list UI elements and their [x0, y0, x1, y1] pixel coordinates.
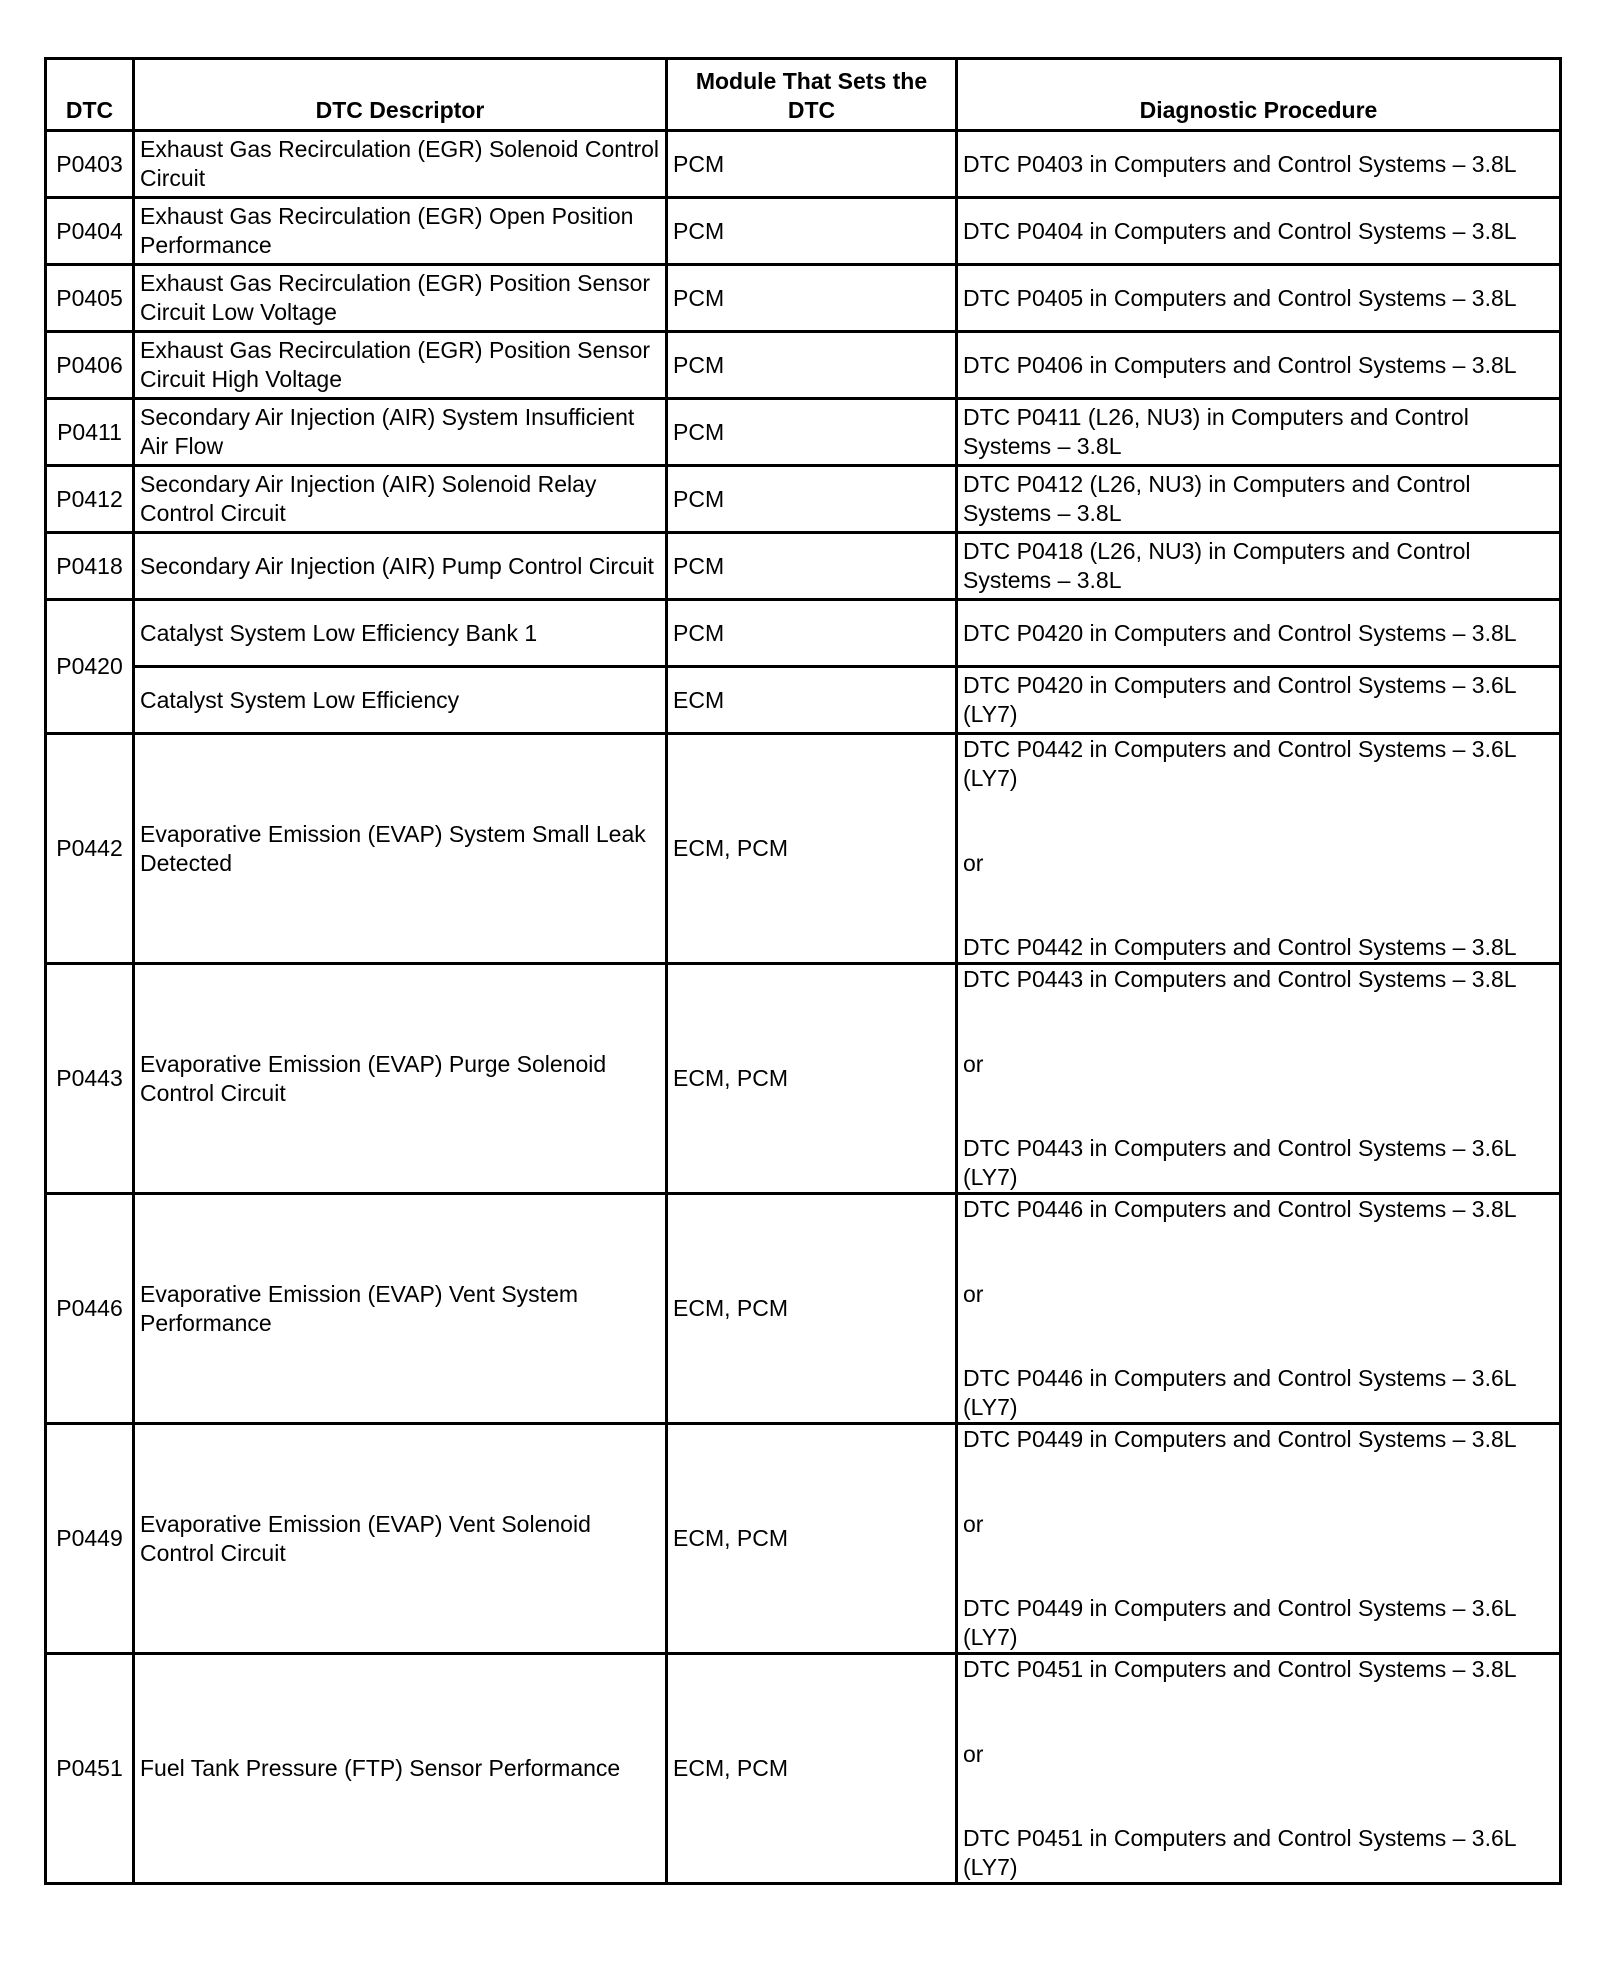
- dtc-code: P0451: [46, 1654, 134, 1884]
- dtc-module: PCM: [667, 533, 957, 600]
- dtc-code: P0404: [46, 198, 134, 265]
- header-descriptor: DTC Descriptor: [134, 59, 667, 131]
- header-procedure: Diagnostic Procedure: [957, 59, 1561, 131]
- diagnostic-procedure: DTC P0418 (L26, NU3) in Computers and Control Systems – 3.8L: [957, 533, 1561, 600]
- procedure-option: DTC P0451 in Computers and Control Systems – 3.8L: [963, 1656, 1517, 1682]
- table-row: [46, 131, 1561, 198]
- table-header: [46, 59, 1561, 131]
- dtc-descriptor: Evaporative Emission (EVAP) System Small Leak Detected: [134, 734, 667, 964]
- diagnostic-procedure: DTC P0420 in Computers and Control Systems – 3.6L (LY7): [957, 667, 1561, 734]
- table-row: [46, 265, 1561, 332]
- procedure-option: DTC P0442 in Computers and Control Systems – 3.6L (LY7): [963, 736, 1516, 791]
- dtc-code: P0403: [46, 131, 134, 198]
- dtc-descriptor: Exhaust Gas Recirculation (EGR) Position Sensor Circuit High Voltage: [134, 332, 667, 399]
- procedure-option: DTC P0443 in Computers and Control Systems – 3.8L: [963, 966, 1517, 992]
- diagnostic-procedure: [957, 1194, 1561, 1424]
- dtc-module: ECM: [667, 667, 957, 734]
- dtc-code: P0442: [46, 734, 134, 964]
- dtc-descriptor: Secondary Air Injection (AIR) Pump Control Circuit: [134, 533, 667, 600]
- dtc-module: ECM, PCM: [667, 1194, 957, 1424]
- dtc-code: P0418: [46, 533, 134, 600]
- header-dtc: DTC: [46, 59, 134, 131]
- dtc-module: PCM: [667, 399, 957, 466]
- table-row: [46, 533, 1561, 600]
- procedure-or: or: [963, 1280, 984, 1307]
- table-row: [46, 600, 1561, 667]
- procedure-or: or: [963, 849, 984, 876]
- dtc-code: P0420: [46, 600, 134, 734]
- table-row: [46, 1424, 1561, 1654]
- procedure-option: DTC P0446 in Computers and Control Systems – 3.6L (LY7): [963, 1365, 1516, 1420]
- diagnostic-procedure: [957, 964, 1561, 1194]
- diagnostic-procedure: DTC P0420 in Computers and Control Systems – 3.8L: [957, 600, 1561, 667]
- dtc-module: ECM, PCM: [667, 734, 957, 964]
- procedure-or: or: [963, 1050, 984, 1077]
- dtc-module: ECM, PCM: [667, 964, 957, 1194]
- table-row: [46, 734, 1561, 964]
- dtc-module: ECM, PCM: [667, 1654, 957, 1884]
- dtc-descriptor: Exhaust Gas Recirculation (EGR) Open Position Performance: [134, 198, 667, 265]
- dtc-code: P0443: [46, 964, 134, 1194]
- dtc-module: PCM: [667, 265, 957, 332]
- diagnostic-procedure: DTC P0403 in Computers and Control Systems – 3.8L: [957, 131, 1561, 198]
- dtc-descriptor: Fuel Tank Pressure (FTP) Sensor Performance: [134, 1654, 667, 1884]
- table-row: [46, 1654, 1561, 1884]
- dtc-code: P0411: [46, 399, 134, 466]
- dtc-descriptor: Catalyst System Low Efficiency Bank 1: [134, 600, 667, 667]
- header-module: Module That Sets the DTC: [667, 59, 957, 131]
- dtc-module: PCM: [667, 332, 957, 399]
- dtc-module: PCM: [667, 466, 957, 533]
- procedure-option: DTC P0449 in Computers and Control Systems – 3.6L (LY7): [963, 1595, 1516, 1650]
- dtc-descriptor: Secondary Air Injection (AIR) System Insufficient Air Flow: [134, 399, 667, 466]
- table-row: [46, 466, 1561, 533]
- table-row: [46, 198, 1561, 265]
- diagnostic-procedure: DTC P0411 (L26, NU3) in Computers and Control Systems – 3.8L: [957, 399, 1561, 466]
- diagnostic-procedure: DTC P0412 (L26, NU3) in Computers and Control Systems – 3.8L: [957, 466, 1561, 533]
- dtc-descriptor: Exhaust Gas Recirculation (EGR) Solenoid Control Circuit: [134, 131, 667, 198]
- header-row: [46, 59, 1561, 131]
- procedure-option: DTC P0443 in Computers and Control Systems – 3.6L (LY7): [963, 1135, 1516, 1190]
- dtc-descriptor: Secondary Air Injection (AIR) Solenoid Relay Control Circuit: [134, 466, 667, 533]
- diagnostic-procedure: DTC P0404 in Computers and Control Systems – 3.8L: [957, 198, 1561, 265]
- table-row: [46, 399, 1561, 466]
- diagnostic-procedure: [957, 734, 1561, 964]
- table-row: [46, 667, 1561, 734]
- dtc-code: P0405: [46, 265, 134, 332]
- dtc-descriptor: Evaporative Emission (EVAP) Vent Solenoid Control Circuit: [134, 1424, 667, 1654]
- dtc-descriptor: Evaporative Emission (EVAP) Purge Solenoid Control Circuit: [134, 964, 667, 1194]
- procedure-option: DTC P0449 in Computers and Control Systems – 3.8L: [963, 1426, 1517, 1452]
- procedure-or: or: [963, 1740, 984, 1767]
- table-row: [46, 964, 1561, 1194]
- dtc-module: PCM: [667, 131, 957, 198]
- diagnostic-procedure: DTC P0405 in Computers and Control Systems – 3.8L: [957, 265, 1561, 332]
- diagnostic-procedure: [957, 1654, 1561, 1884]
- dtc-descriptor: Evaporative Emission (EVAP) Vent System Performance: [134, 1194, 667, 1424]
- dtc-code: P0446: [46, 1194, 134, 1424]
- dtc-module: PCM: [667, 600, 957, 667]
- table-row: [46, 1194, 1561, 1424]
- dtc-code: P0412: [46, 466, 134, 533]
- diagnostic-procedure: DTC P0406 in Computers and Control Systems – 3.8L: [957, 332, 1561, 399]
- dtc-code: P0449: [46, 1424, 134, 1654]
- dtc-module: ECM, PCM: [667, 1424, 957, 1654]
- dtc-descriptor: Catalyst System Low Efficiency: [134, 667, 667, 734]
- procedure-or: or: [963, 1510, 984, 1537]
- table-row: [46, 332, 1561, 399]
- dtc-table: [44, 57, 1562, 1885]
- dtc-code: P0406: [46, 332, 134, 399]
- procedure-option: DTC P0451 in Computers and Control Systems – 3.6L (LY7): [963, 1825, 1516, 1880]
- procedure-option: DTC P0442 in Computers and Control Systems – 3.8L: [963, 934, 1517, 960]
- table-body: [46, 131, 1561, 1884]
- dtc-module: PCM: [667, 198, 957, 265]
- diagnostic-procedure: [957, 1424, 1561, 1654]
- procedure-option: DTC P0446 in Computers and Control Systems – 3.8L: [963, 1196, 1517, 1222]
- dtc-descriptor: Exhaust Gas Recirculation (EGR) Position Sensor Circuit Low Voltage: [134, 265, 667, 332]
